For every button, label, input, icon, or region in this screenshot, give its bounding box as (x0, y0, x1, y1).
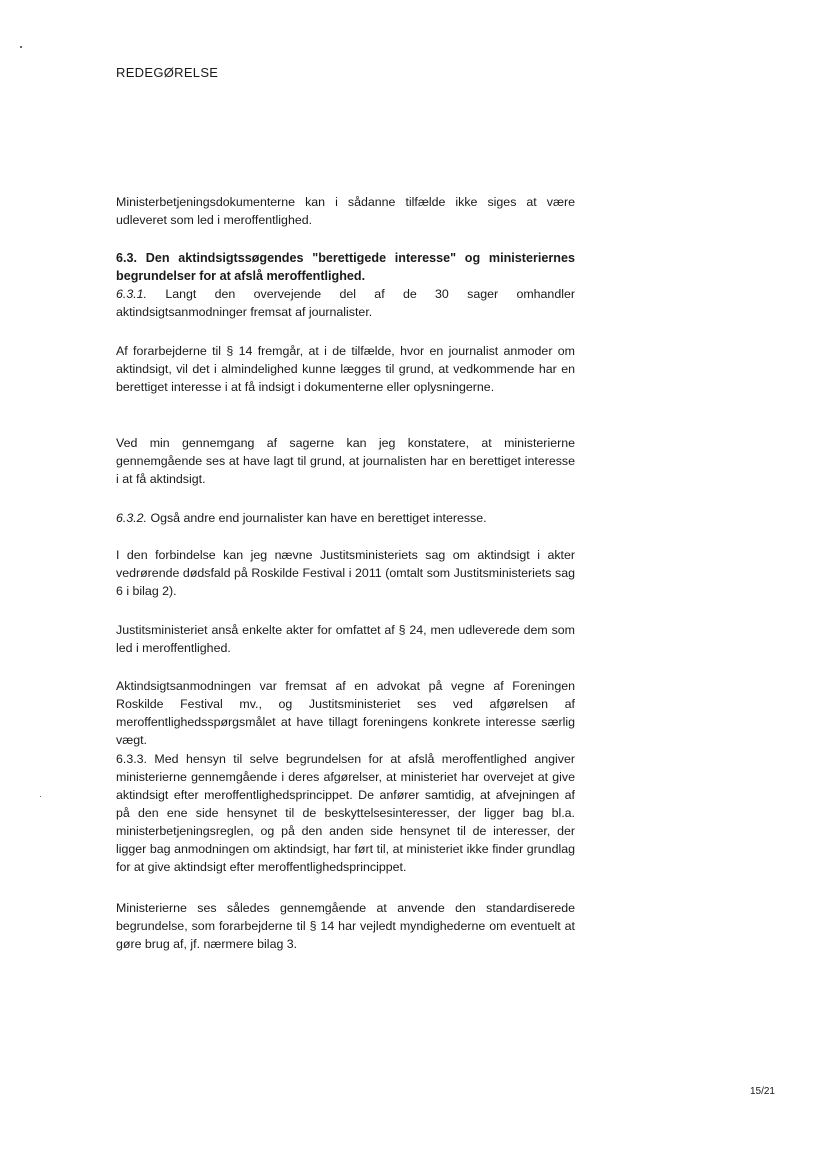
paragraph (116, 677, 575, 749)
paragraph-text: Langt den overvejende del af de 30 sager omhandler aktindsigtsanmodninger fremsat af journalister. (116, 287, 575, 319)
paragraph-text: Ministerbetjeningsdokumenterne kan i sådanne tilfælde ikke siges at være udleveret som led i meroffentlighed. (116, 195, 575, 227)
paragraph-text: Aktindsigtsanmodningen var fremsat af en advokat på vegne af Foreningen Roskilde Festival mv., og Justitsministeriet ses ved afgørelsen af meroffentlighedsspørgsmålet at have tillagt foreningens konkrete interesse særlig vægt. (116, 679, 575, 747)
section-6-3-3 (116, 750, 575, 876)
paragraph-text: 6.3.3. Med hensyn til selve begrundelsen for at afslå meroffentlighed angiver ministerierne gennemgående i deres afgørelser, at ministeriet har overvejet at give aktindsigt efter meroffentlighedsprincippet. De anfører samtidig, at afvejningen af på den ene side hensynet til de beskyttelsesinteresser, der ligger bag bl.a. ministerbetjeningsreglen, og på den anden side hensynet til de interesser, der ligger bag anmodningen om aktindsigt, har ført til, at ministeriet ikke finder grundlag for at give aktindsigt efter meroffentlighedsprincippet. (116, 752, 575, 874)
paragraph-text: Ministerierne ses således gennemgående at anvende den standardiserede begrundelse, som forarbejderne til § 14 har vejledt myndighederne om eventuelt at gøre brug af, jf. nærmere bilag 3. (116, 901, 575, 951)
paragraph-text: Justitsministeriet anså enkelte akter for omfattet af § 24, men udleverede dem som led i meroffentlighed. (116, 623, 575, 655)
paragraph (116, 434, 575, 488)
paragraph (116, 193, 575, 229)
paragraph-text: I den forbindelse kan jeg nævne Justitsministeriets sag om aktindsigt i akter vedrørende dødsfald på Roskilde Festival i 2011 (omtalt som Justitsministeriets sag 6 i bilag 2). (116, 548, 575, 598)
paragraph (116, 546, 575, 600)
scan-speck (20, 46, 22, 48)
paragraph-text: Af forarbejderne til § 14 fremgår, at i de tilfælde, hvor en journalist anmoder om aktindsigt, vil det i almindelighed kunne lægges til grund, at vedkommende har en berettiget interesse i at få indsigt i dokumenterne eller oplysningerne. (116, 344, 575, 394)
paragraph (116, 899, 575, 953)
section-6-3 (116, 249, 575, 321)
paragraph (116, 342, 575, 396)
subsection-number: 6.3.2. (116, 511, 148, 525)
section-heading: 6.3. Den aktindsigtssøgendes "berettigede interesse" og ministeriernes begrundelser for at afslå meroffentlighed. (116, 251, 575, 283)
paragraph-text: Ved min gennemgang af sagerne kan jeg konstatere, at ministerierne gennemgående ses at have lagt til grund, at journalisten har en berettiget interesse i at få aktindsigt. (116, 436, 575, 486)
page-number: 15/21 (749, 1086, 775, 1097)
paragraph (116, 509, 575, 527)
paragraph (116, 509, 575, 527)
paragraph-text: Også andre end journalister kan have en berettiget interesse. (147, 511, 487, 525)
document-header: REDEGØRELSE (116, 65, 219, 80)
paragraph (116, 621, 575, 657)
subsection-number: 6.3.1. (116, 287, 148, 301)
paragraph (116, 285, 575, 321)
scan-speck (40, 796, 41, 797)
